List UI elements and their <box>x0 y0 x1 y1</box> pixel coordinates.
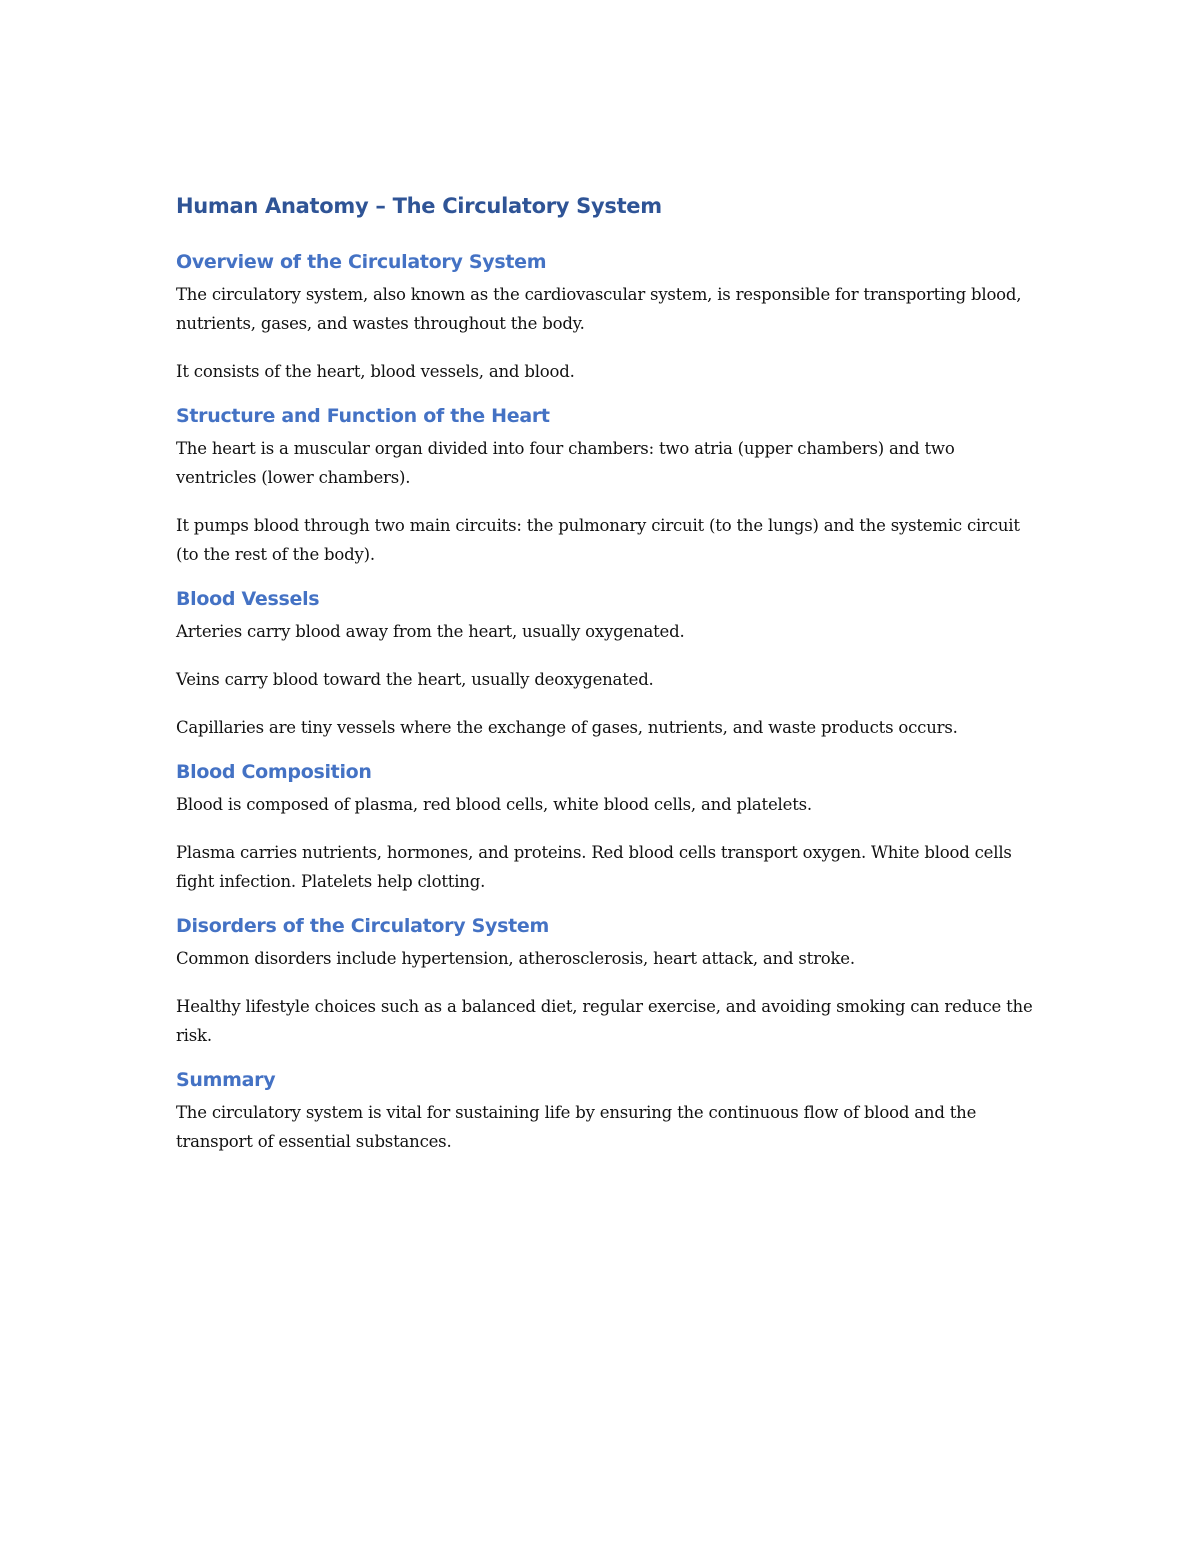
section-summary <box>176 1066 1036 1156</box>
section-heading: Overview of the Circulatory System <box>176 251 547 273</box>
paragraph: It pumps blood through two main circuits: the pulmonary circuit (to the lungs) and the systemic circuit (to the rest of the body). <box>176 516 1020 564</box>
paragraph: The circulatory system, also known as the cardiovascular system, is responsible for transporting blood, nutrients, gases, and wastes throughout the body. <box>176 285 1022 333</box>
paragraph: Veins carry blood toward the heart, usually deoxygenated. <box>176 670 654 689</box>
paragraph: Capillaries are tiny vessels where the exchange of gases, nutrients, and waste products occurs. <box>176 718 958 737</box>
paragraph: The heart is a muscular organ divided into four chambers: two atria (upper chambers) and two ventricles (lower chambers). <box>176 439 955 487</box>
section-heading: Disorders of the Circulatory System <box>176 915 549 937</box>
paragraph: The circulatory system is vital for sustaining life by ensuring the continuous flow of blood and the transport of essential substances. <box>176 1103 977 1151</box>
document-title: Human Anatomy – The Circulatory System <box>176 194 662 218</box>
section-blood-composition <box>176 758 1036 896</box>
section-overview <box>176 248 1036 386</box>
paragraph: It consists of the heart, blood vessels, and blood. <box>176 362 575 381</box>
section-blood-vessels <box>176 585 1036 742</box>
paragraph: Arteries carry blood away from the heart, usually oxygenated. <box>176 622 685 641</box>
section-heading: Blood Vessels <box>176 588 320 610</box>
paragraph: Common disorders include hypertension, atherosclerosis, heart attack, and stroke. <box>176 949 855 968</box>
paragraph: Healthy lifestyle choices such as a balanced diet, regular exercise, and avoiding smoking can reduce the risk. <box>176 997 1033 1045</box>
section-heading: Structure and Function of the Heart <box>176 405 550 427</box>
section-heading: Blood Composition <box>176 761 372 783</box>
section-disorders <box>176 912 1036 1050</box>
paragraph: Plasma carries nutrients, hormones, and proteins. Red blood cells transport oxygen. White blood cells fight infection. Platelets help clotting. <box>176 843 1012 891</box>
section-heart <box>176 402 1036 569</box>
document-body <box>176 190 1036 1172</box>
section-heading: Summary <box>176 1069 276 1091</box>
paragraph: Blood is composed of plasma, red blood cells, white blood cells, and platelets. <box>176 795 812 814</box>
